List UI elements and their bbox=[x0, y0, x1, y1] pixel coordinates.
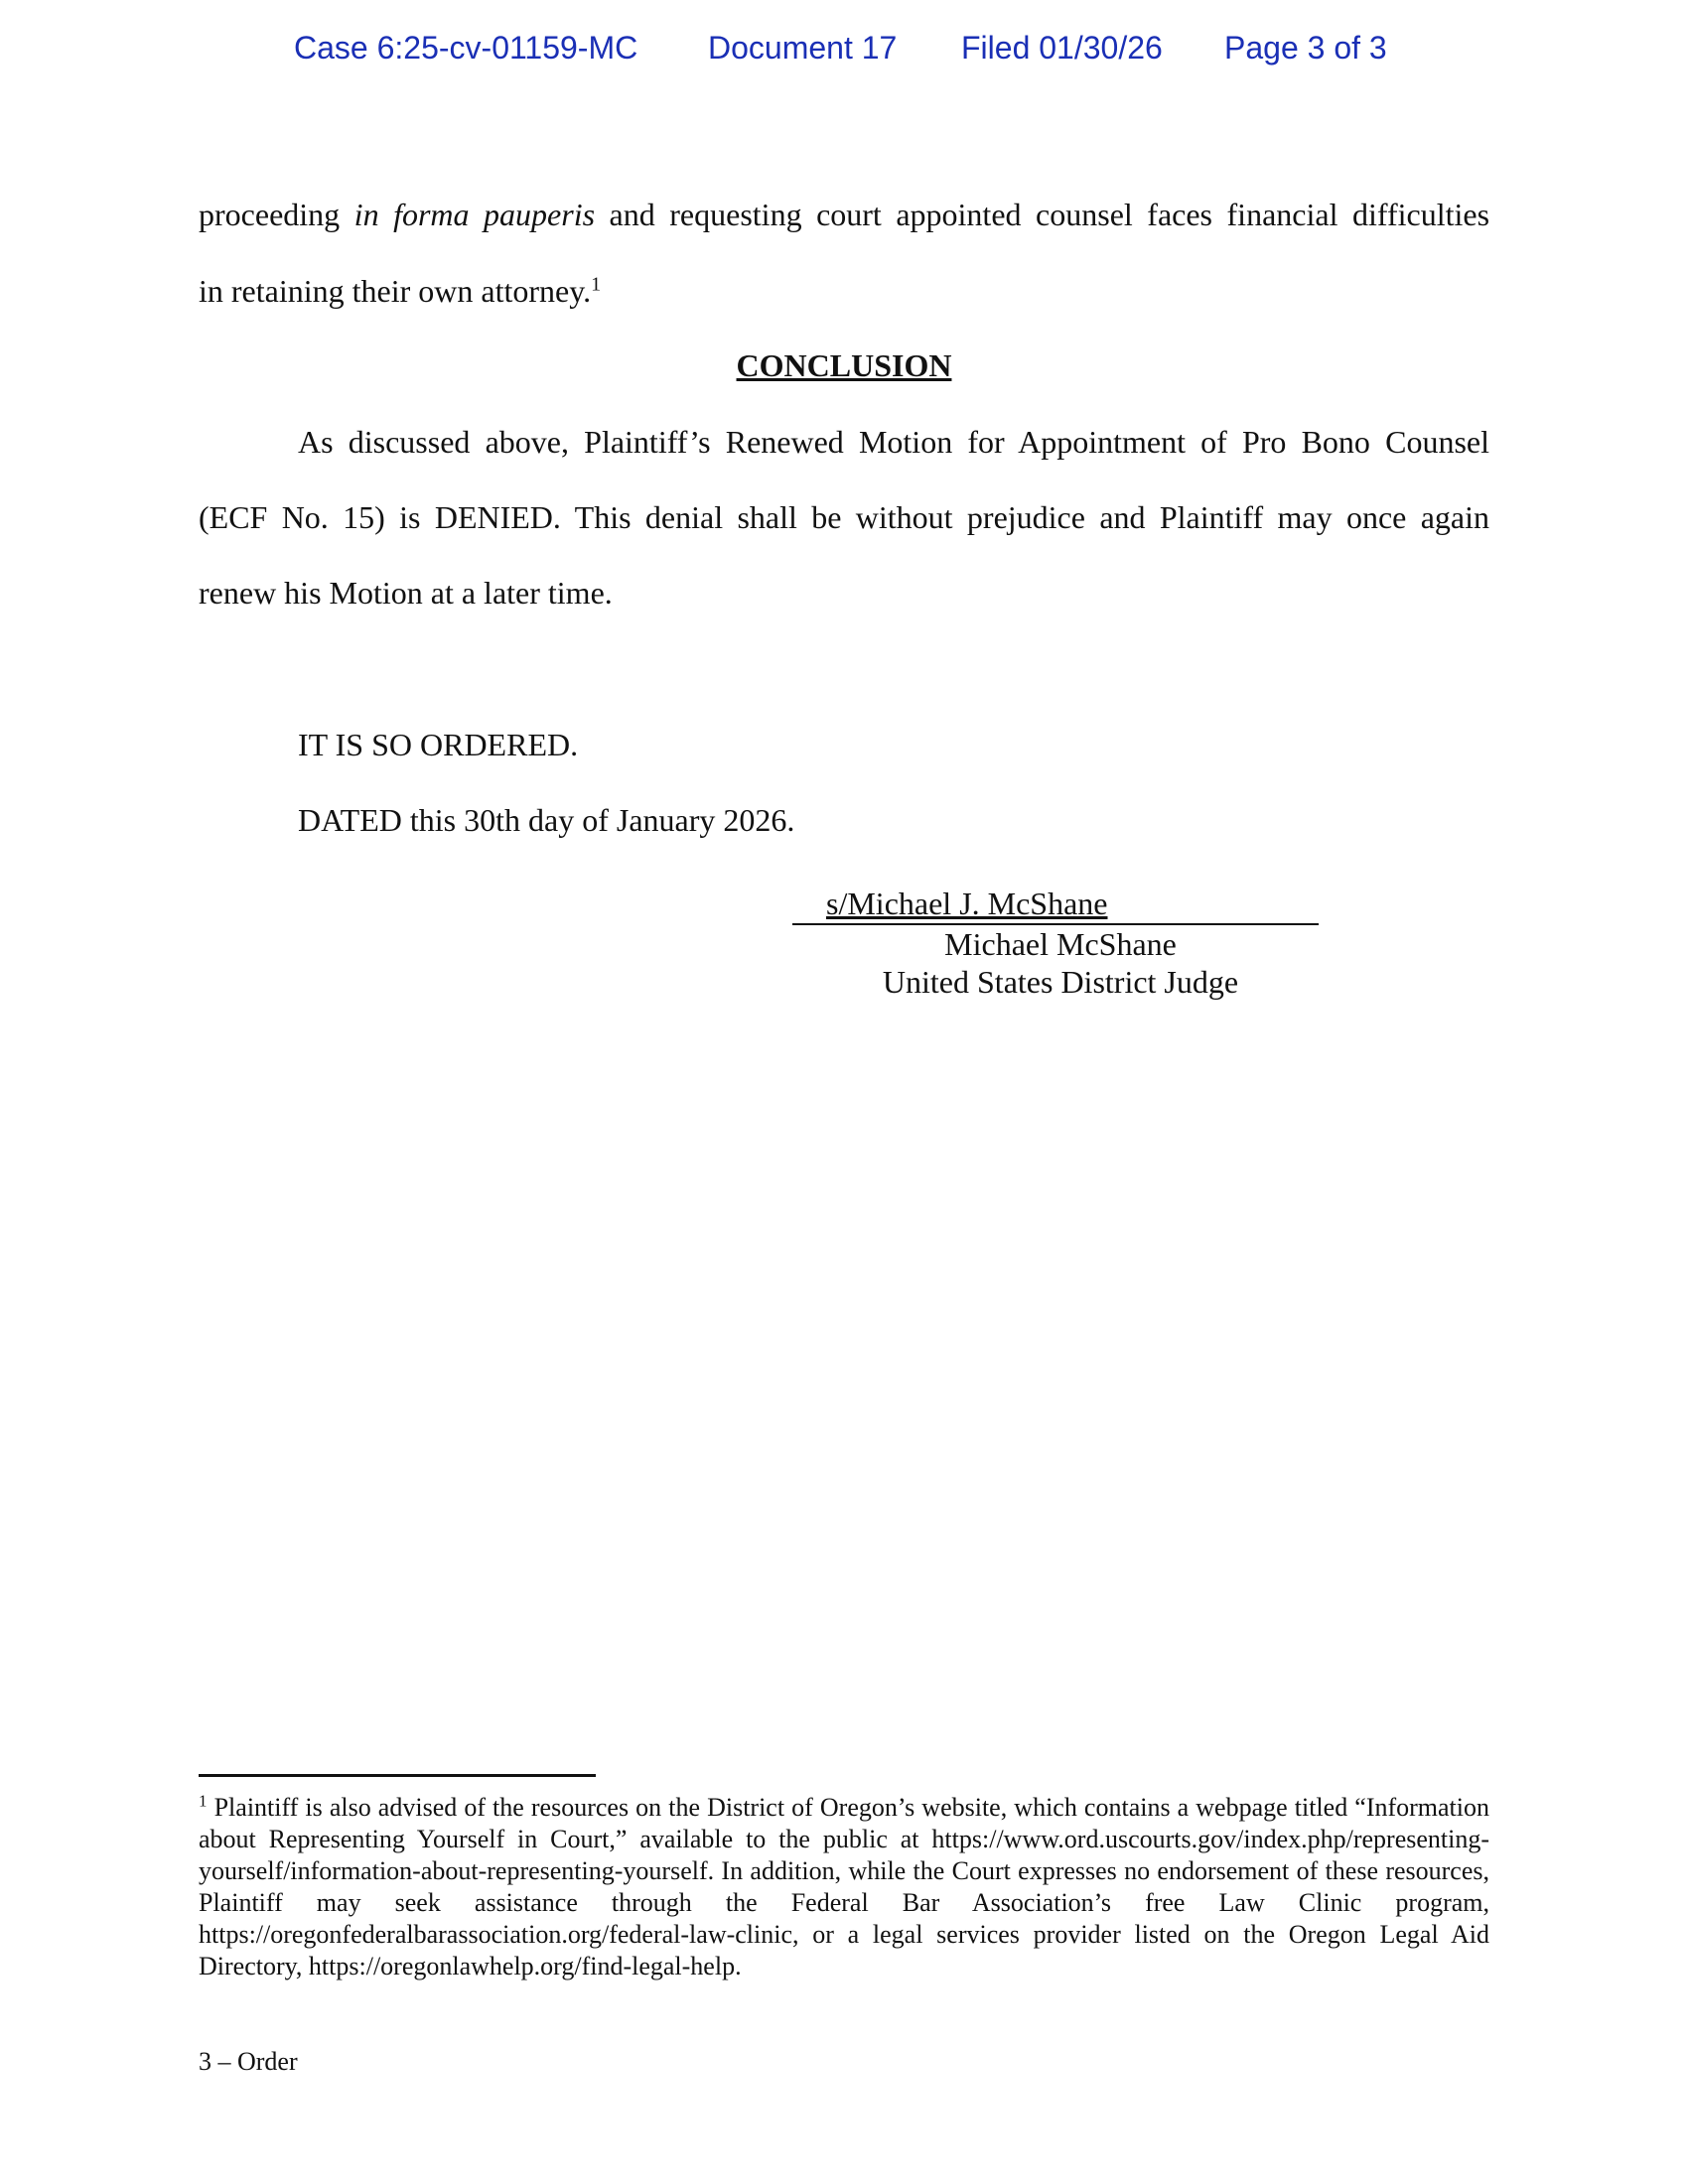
footnote-number: 1 bbox=[199, 1791, 208, 1811]
filed-date: Filed 01/30/26 bbox=[961, 30, 1163, 66]
electronic-signature: s/Michael J. McShane bbox=[826, 886, 1108, 921]
judge-name: Michael McShane bbox=[944, 926, 1177, 962]
paragraph-1-line-1 bbox=[199, 197, 1489, 233]
paragraph-2-line-1: As discussed above, Plaintiff’s Renewed Motion for Appointment of Pro Bono Counsel bbox=[298, 424, 1489, 460]
conclusion-heading: CONCLUSION bbox=[736, 347, 952, 383]
paragraph-2-line-3: renew his Motion at a later time. bbox=[199, 575, 613, 611]
italic-term: in forma pauperis bbox=[353, 197, 596, 232]
paragraph-2-line-2: (ECF No. 15) is DENIED. This denial shall be without prejudice and Plaintiff may once again bbox=[199, 499, 1489, 535]
document-number: Document 17 bbox=[708, 30, 898, 66]
page-count: Page 3 of 3 bbox=[1224, 30, 1387, 66]
footnote bbox=[199, 1792, 1489, 1982]
judge-title: United States District Judge bbox=[882, 964, 1239, 1000]
footnote-reference[interactable]: 1 bbox=[591, 273, 602, 296]
ecf-header bbox=[0, 30, 1688, 73]
signature-line bbox=[792, 884, 1319, 925]
text-segment: and requesting court appointed counsel faces financial difficulties bbox=[595, 197, 1490, 232]
text-segment: in retaining their own attorney. bbox=[199, 273, 592, 309]
page-footer: 3 – Order bbox=[199, 2047, 298, 2076]
footnote-text: Plaintiff is also advised of the resources on the District of Oregon’s website, which contains a webpage titled “Information about Representing Yourself in Court,” available to the public at https://www.ord.uscourts.gov/index.php/representing-yourself/information-about-representing-yourself. In addition, while the Court expresses no endorsement of these resources, Plaintiff may seek assistance through the Federal Bar Association’s free Law Clinic program, https://oregonfederalbarassociation.org/federal-law-clinic, or a legal services provider listed on the Oregon Legal Aid Directory, https://oregonlawhelp.org/find-legal-help. bbox=[199, 1793, 1489, 1980]
case-number: Case 6:25-cv-01159-MC bbox=[294, 30, 638, 66]
order-statement: IT IS SO ORDERED. bbox=[298, 727, 579, 762]
footnote-divider bbox=[199, 1774, 596, 1777]
text-segment: proceeding bbox=[199, 197, 354, 232]
signature-block bbox=[792, 884, 1319, 1001]
dated-statement: DATED this 30th day of January 2026. bbox=[298, 802, 795, 838]
paragraph-1-line-2 bbox=[199, 273, 1489, 310]
